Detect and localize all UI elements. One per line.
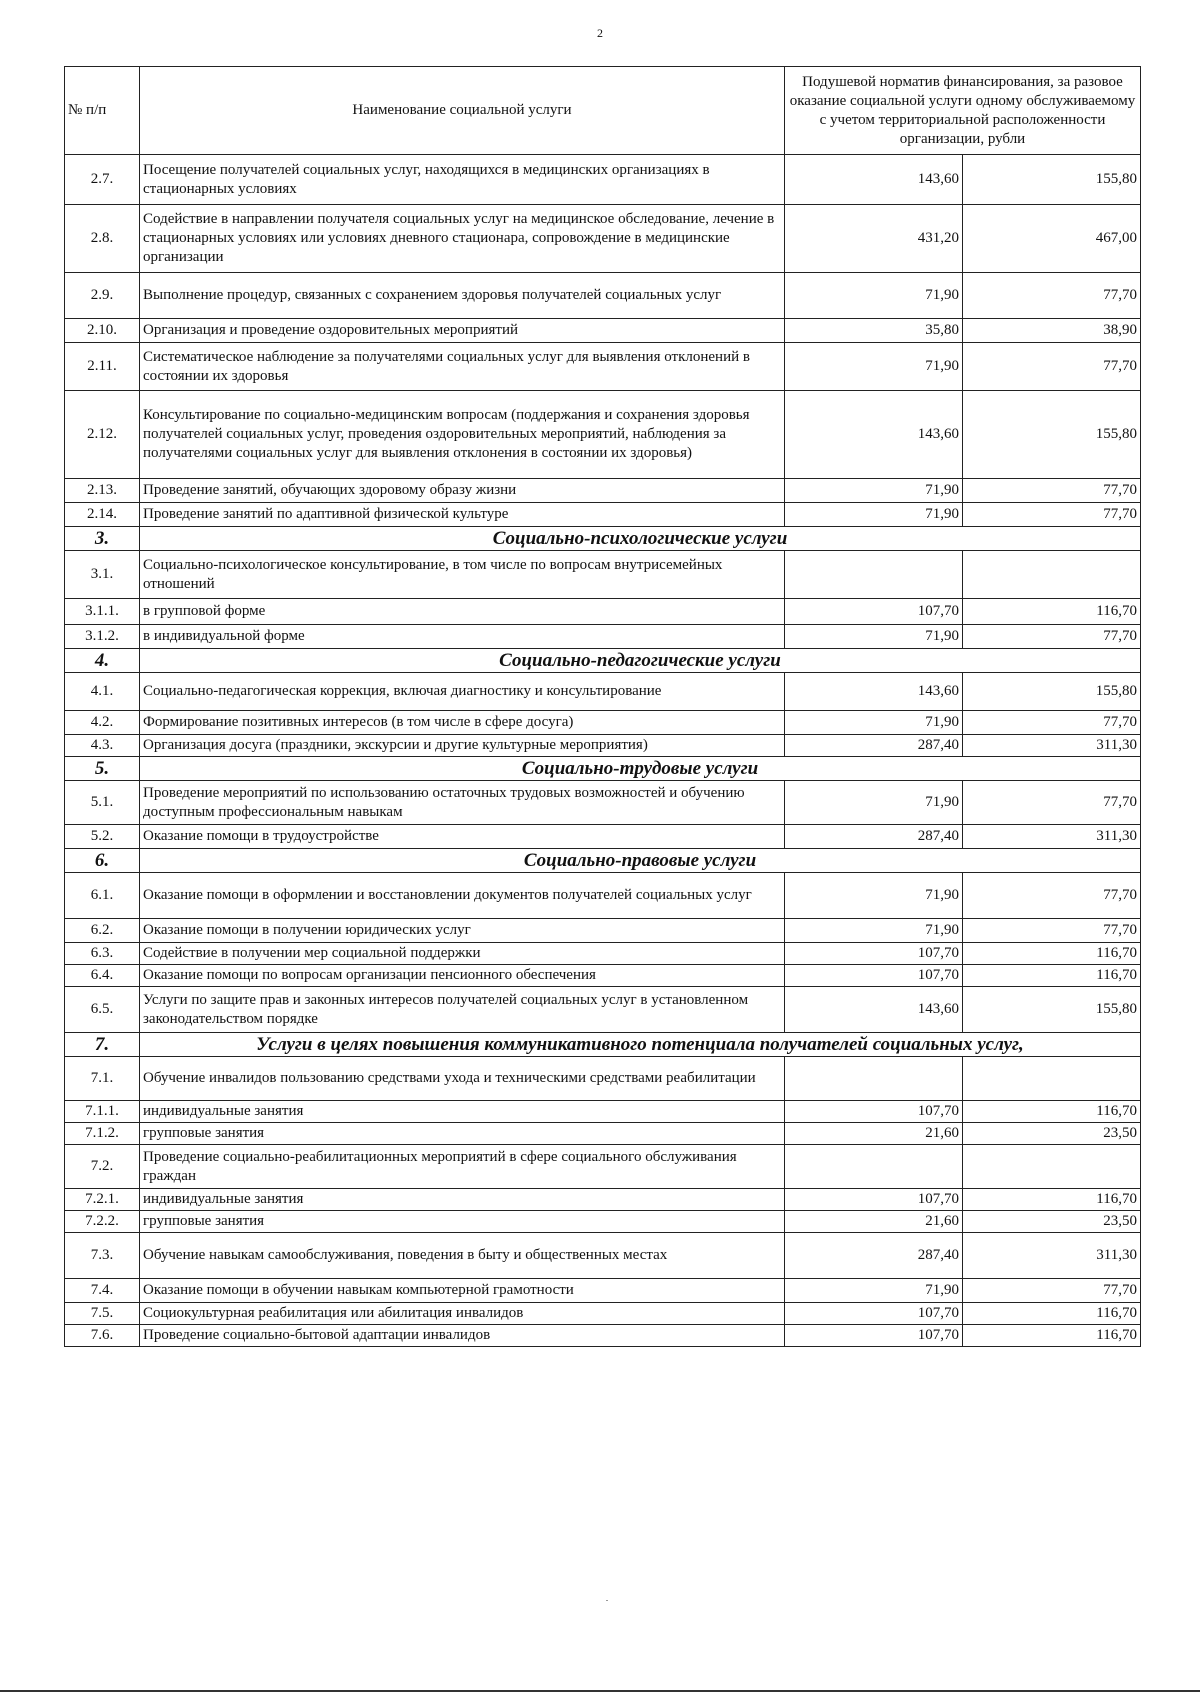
header-num: № п/п	[65, 67, 140, 155]
value-norm-1: 107,70	[785, 1101, 963, 1123]
value-norm-1: 71,90	[785, 873, 963, 919]
value-norm-1: 21,60	[785, 1211, 963, 1233]
value-norm-1: 107,70	[785, 1303, 963, 1325]
row-number: 7.4.	[65, 1279, 140, 1303]
table-row	[65, 987, 1141, 1033]
header-values: Подушевой норматив финансирования, за разовое оказание социальной услуги одному обслуживаемому с учетом территориальной расположенности организации, рубли	[785, 67, 1141, 155]
value-norm-1	[785, 1057, 963, 1101]
service-name: в индивидуальной форме	[140, 625, 785, 649]
value-norm-2: 116,70	[963, 965, 1141, 987]
table-row	[65, 1189, 1141, 1211]
value-norm-1: 35,80	[785, 319, 963, 343]
value-norm-1: 107,70	[785, 965, 963, 987]
table-row	[65, 1211, 1141, 1233]
section-title: Социально-психологические услуги	[140, 527, 1141, 551]
table-row	[65, 1325, 1141, 1347]
row-number: 7.3.	[65, 1233, 140, 1279]
table-row	[65, 1123, 1141, 1145]
value-norm-1	[785, 1145, 963, 1189]
table-row	[65, 343, 1141, 391]
row-number: 2.14.	[65, 503, 140, 527]
value-norm-1: 71,90	[785, 273, 963, 319]
service-name: Обучение навыкам самообслуживания, поведения в быту и общественных местах	[140, 1233, 785, 1279]
value-norm-2: 77,70	[963, 343, 1141, 391]
service-name: Оказание помощи в трудоустройстве	[140, 825, 785, 849]
table-row	[65, 781, 1141, 825]
service-name: Проведение мероприятий по использованию остаточных трудовых возможностей и обучению доступным профессиональным навыкам	[140, 781, 785, 825]
value-norm-1: 143,60	[785, 987, 963, 1033]
value-norm-2: 116,70	[963, 1325, 1141, 1347]
services-table	[64, 66, 1141, 1347]
table-row	[65, 1057, 1141, 1101]
service-name: Организация и проведение оздоровительных мероприятий	[140, 319, 785, 343]
page-number: 2	[597, 26, 603, 40]
row-number: 7.1.1.	[65, 1101, 140, 1123]
table-row	[65, 319, 1141, 343]
service-name: Социокультурная реабилитация или абилитация инвалидов	[140, 1303, 785, 1325]
service-name: Обучение инвалидов пользованию средствами ухода и техническими средствами реабилитации	[140, 1057, 785, 1101]
service-name: Оказание помощи по вопросам организации пенсионного обеспечения	[140, 965, 785, 987]
value-norm-1: 287,40	[785, 1233, 963, 1279]
row-number: 6.5.	[65, 987, 140, 1033]
value-norm-1: 107,70	[785, 1325, 963, 1347]
service-name: Содействие в получении мер социальной поддержки	[140, 943, 785, 965]
service-name: Оказание помощи в оформлении и восстановлении документов получателей социальных услуг	[140, 873, 785, 919]
table-row	[65, 1101, 1141, 1123]
service-name: групповые занятия	[140, 1211, 785, 1233]
value-norm-1: 143,60	[785, 391, 963, 479]
service-name: Содействие в направлении получателя социальных услуг на медицинское обследование, лечение в стационарных условиях или условиях дневного стационара, сопровождение в медицинские организации	[140, 205, 785, 273]
value-norm-2: 116,70	[963, 599, 1141, 625]
value-norm-2: 155,80	[963, 987, 1141, 1033]
row-number: 7.1.2.	[65, 1123, 140, 1145]
value-norm-1: 287,40	[785, 825, 963, 849]
value-norm-1: 71,90	[785, 919, 963, 943]
service-name: Социально-педагогическая коррекция, включая диагностику и консультирование	[140, 673, 785, 711]
section-number: 5.	[65, 757, 140, 781]
row-number: 7.1.	[65, 1057, 140, 1101]
table-row	[65, 1303, 1141, 1325]
service-name: индивидуальные занятия	[140, 1101, 785, 1123]
table-header-row	[65, 67, 1141, 155]
section-row	[65, 649, 1141, 673]
row-number: 7.2.2.	[65, 1211, 140, 1233]
table-row	[65, 1233, 1141, 1279]
row-number: 7.5.	[65, 1303, 140, 1325]
row-number: 6.4.	[65, 965, 140, 987]
value-norm-2: 116,70	[963, 943, 1141, 965]
table-row	[65, 503, 1141, 527]
service-name: Оказание помощи в получении юридических услуг	[140, 919, 785, 943]
service-name: индивидуальные занятия	[140, 1189, 785, 1211]
table-row	[65, 479, 1141, 503]
header-name: Наименование социальной услуги	[140, 67, 785, 155]
value-norm-2: 311,30	[963, 825, 1141, 849]
section-title: Социально-педагогические услуги	[140, 649, 1141, 673]
section-row	[65, 849, 1141, 873]
value-norm-2: 155,80	[963, 673, 1141, 711]
service-name: Оказание помощи в обучении навыкам компьютерной грамотности	[140, 1279, 785, 1303]
scan-artifact	[606, 1600, 608, 1601]
service-name: Формирование позитивных интересов (в том числе в сфере досуга)	[140, 711, 785, 735]
bottom-rule	[0, 1690, 1200, 1692]
table-row	[65, 919, 1141, 943]
service-name: Социально-психологическое консультирование, в том числе по вопросам внутрисемейных отношений	[140, 551, 785, 599]
value-norm-1: 431,20	[785, 205, 963, 273]
section-row	[65, 757, 1141, 781]
service-name: Консультирование по социально-медицинским вопросам (поддержания и сохранения здоровья получателей социальных услуг, проведения оздоровительных мероприятий, наблюдения за получателями социальных услуг для выявления отклонения в состоянии их здоровья)	[140, 391, 785, 479]
section-number: 7.	[65, 1033, 140, 1057]
row-number: 7.2.	[65, 1145, 140, 1189]
service-name: Проведение социально-бытовой адаптации инвалидов	[140, 1325, 785, 1347]
value-norm-1: 107,70	[785, 943, 963, 965]
row-number: 7.2.1.	[65, 1189, 140, 1211]
row-number: 2.8.	[65, 205, 140, 273]
table-row	[65, 155, 1141, 205]
value-norm-2	[963, 551, 1141, 599]
value-norm-2	[963, 1145, 1141, 1189]
section-row	[65, 1033, 1141, 1057]
row-number: 2.9.	[65, 273, 140, 319]
row-number: 5.1.	[65, 781, 140, 825]
value-norm-1: 107,70	[785, 599, 963, 625]
row-number: 4.2.	[65, 711, 140, 735]
row-number: 2.10.	[65, 319, 140, 343]
table-row	[65, 873, 1141, 919]
table-row	[65, 599, 1141, 625]
row-number: 2.7.	[65, 155, 140, 205]
table-row	[65, 551, 1141, 599]
service-name: Посещение получателей социальных услуг, находящихся в медицинских организациях в стационарных условиях	[140, 155, 785, 205]
row-number: 6.3.	[65, 943, 140, 965]
row-number: 6.1.	[65, 873, 140, 919]
section-number: 3.	[65, 527, 140, 551]
value-norm-2: 155,80	[963, 155, 1141, 205]
row-number: 3.1.2.	[65, 625, 140, 649]
table-body	[65, 155, 1141, 1347]
table-row	[65, 735, 1141, 757]
table-row	[65, 825, 1141, 849]
value-norm-1: 71,90	[785, 343, 963, 391]
table-row	[65, 273, 1141, 319]
row-number: 7.6.	[65, 1325, 140, 1347]
row-number: 2.12.	[65, 391, 140, 479]
value-norm-2: 77,70	[963, 781, 1141, 825]
value-norm-2: 38,90	[963, 319, 1141, 343]
row-number: 5.2.	[65, 825, 140, 849]
row-number: 2.13.	[65, 479, 140, 503]
value-norm-2: 155,80	[963, 391, 1141, 479]
value-norm-1: 143,60	[785, 155, 963, 205]
value-norm-2	[963, 1057, 1141, 1101]
value-norm-2: 116,70	[963, 1189, 1141, 1211]
row-number: 4.3.	[65, 735, 140, 757]
service-name: Проведение социально-реабилитационных мероприятий в сфере социального обслуживания граждан	[140, 1145, 785, 1189]
value-norm-1: 71,90	[785, 781, 963, 825]
section-number: 6.	[65, 849, 140, 873]
value-norm-2: 311,30	[963, 735, 1141, 757]
section-title: Социально-трудовые услуги	[140, 757, 1141, 781]
table-row	[65, 391, 1141, 479]
table-row	[65, 965, 1141, 987]
value-norm-2: 77,70	[963, 503, 1141, 527]
row-number: 2.11.	[65, 343, 140, 391]
value-norm-1: 71,90	[785, 625, 963, 649]
row-number: 3.1.1.	[65, 599, 140, 625]
value-norm-1: 143,60	[785, 673, 963, 711]
value-norm-2: 77,70	[963, 711, 1141, 735]
value-norm-1: 71,90	[785, 711, 963, 735]
value-norm-1: 107,70	[785, 1189, 963, 1211]
value-norm-1: 21,60	[785, 1123, 963, 1145]
service-name: Выполнение процедур, связанных с сохранением здоровья получателей социальных услуг	[140, 273, 785, 319]
row-number: 4.1.	[65, 673, 140, 711]
table-row	[65, 1145, 1141, 1189]
value-norm-2: 77,70	[963, 1279, 1141, 1303]
table-row	[65, 625, 1141, 649]
section-title: Услуги в целях повышения коммуникативного потенциала получателей социальных услуг,	[140, 1033, 1141, 1057]
service-name: в групповой форме	[140, 599, 785, 625]
service-name: Проведение занятий по адаптивной физической культуре	[140, 503, 785, 527]
value-norm-2: 23,50	[963, 1211, 1141, 1233]
table-row	[65, 1279, 1141, 1303]
value-norm-2: 77,70	[963, 479, 1141, 503]
value-norm-2: 77,70	[963, 919, 1141, 943]
service-name: Организация досуга (праздники, экскурсии и другие культурные мероприятия)	[140, 735, 785, 757]
service-name: Систематическое наблюдение за получателями социальных услуг для выявления отклонений в состоянии их здоровья	[140, 343, 785, 391]
value-norm-2: 311,30	[963, 1233, 1141, 1279]
row-number: 6.2.	[65, 919, 140, 943]
value-norm-2: 116,70	[963, 1101, 1141, 1123]
row-number: 3.1.	[65, 551, 140, 599]
value-norm-2: 23,50	[963, 1123, 1141, 1145]
table-row	[65, 205, 1141, 273]
section-number: 4.	[65, 649, 140, 673]
table-row	[65, 943, 1141, 965]
section-row	[65, 527, 1141, 551]
value-norm-1	[785, 551, 963, 599]
value-norm-2: 77,70	[963, 873, 1141, 919]
value-norm-2: 467,00	[963, 205, 1141, 273]
service-name: Услуги по защите прав и законных интересов получателей социальных услуг в установленном законодательством порядке	[140, 987, 785, 1033]
service-name: Проведение занятий, обучающих здоровому образу жизни	[140, 479, 785, 503]
service-name: групповые занятия	[140, 1123, 785, 1145]
value-norm-1: 71,90	[785, 503, 963, 527]
value-norm-1: 71,90	[785, 1279, 963, 1303]
value-norm-2: 77,70	[963, 273, 1141, 319]
section-title: Социально-правовые услуги	[140, 849, 1141, 873]
value-norm-1: 71,90	[785, 479, 963, 503]
value-norm-2: 116,70	[963, 1303, 1141, 1325]
table-row	[65, 673, 1141, 711]
value-norm-1: 287,40	[785, 735, 963, 757]
table-row	[65, 711, 1141, 735]
value-norm-2: 77,70	[963, 625, 1141, 649]
